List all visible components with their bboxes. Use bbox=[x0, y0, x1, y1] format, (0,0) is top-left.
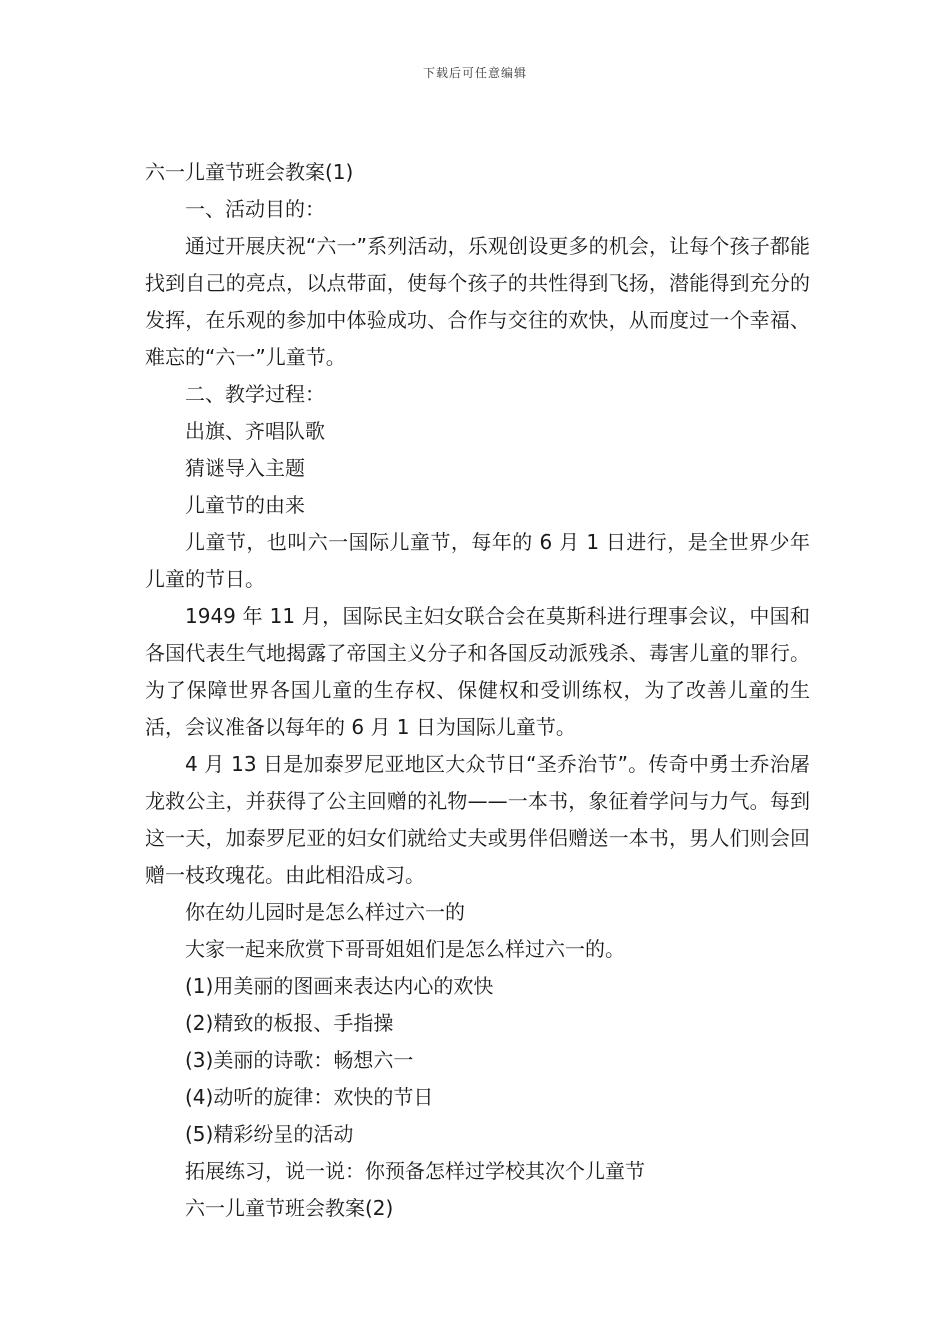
step-item: 猜谜导入主题 bbox=[185, 456, 305, 480]
section-heading-objectives: 一、活动目的： bbox=[185, 197, 325, 221]
step-item: 出旗、齐唱队歌 bbox=[185, 419, 325, 443]
document-body bbox=[145, 154, 810, 1227]
step-item: 你在幼儿园时是怎么样过六一的 bbox=[185, 900, 465, 924]
paragraph-st-george: 4 月 13 日是加泰罗尼亚地区大众节日“圣乔治节”。传奇中勇士乔治屠龙救公主，并获得了公主回赠的礼物——一本书，象征着学问与力气。每到这一天，加泰罗尼亚的妇女们就给丈夫或男伴侣赠送一本书，男人们则会回赠一枝玫瑰花。由此相沿成习。 bbox=[145, 752, 810, 887]
list-item: (4)动听的旋律：欢快的节日 bbox=[185, 1085, 434, 1109]
next-section-title: 六一儿童节班会教案(2) bbox=[185, 1196, 394, 1220]
list-item: (3)美丽的诗歌：畅想六一 bbox=[185, 1048, 414, 1072]
list-item: (1)用美丽的图画来表达内心的欢快 bbox=[185, 974, 494, 998]
step-item: 大家一起来欣赏下哥哥姐姐们是怎么样过六一的。 bbox=[185, 937, 625, 961]
document-title: 六一儿童节班会教案(1) bbox=[145, 160, 354, 184]
section-heading-process: 二、教学过程： bbox=[185, 382, 325, 406]
paragraph-history-1949: 1949 年 11 月，国际民主妇女联合会在莫斯科进行理事会议，中国和各国代表生气地揭露了帝国主义分子和各国反动派残杀、毒害儿童的罪行。为了保障世界各国儿童的生存权、保健权和受训练权，为了改善儿童的生活，会议准备以每年的 6 月 1 日为国际儿童节。 bbox=[145, 604, 810, 739]
paragraph-origin: 儿童节，也叫六一国际儿童节，每年的 6 月 1 日进行，是全世界少年儿童的节日。 bbox=[145, 530, 810, 591]
paragraph-exercise: 拓展练习，说一说：你预备怎样过学校其次个儿童节 bbox=[185, 1159, 645, 1183]
list-item: (5)精彩纷呈的活动 bbox=[185, 1122, 354, 1146]
list-item: (2)精致的板报、手指操 bbox=[185, 1011, 394, 1035]
page-header-note: 下载后可任意编辑 bbox=[422, 66, 527, 80]
paragraph-objectives: 通过开展庆祝“六一”系列活动，乐观创设更多的机会，让每个孩子都能找到自己的亮点，以点带面，使每个孩子的共性得到飞扬，潜能得到充分的发挥，在乐观的参加中体验成功、合作与交往的欢快，从而度过一个幸福、难忘的“六一”儿童节。 bbox=[145, 234, 810, 369]
step-item: 儿童节的由来 bbox=[185, 493, 305, 517]
